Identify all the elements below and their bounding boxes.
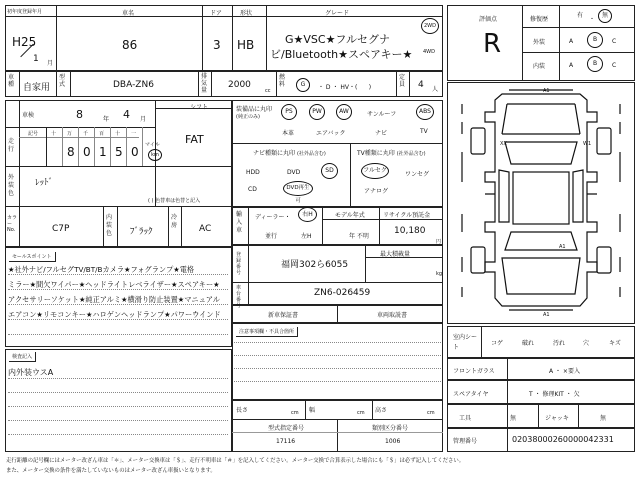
tools-box <box>447 404 635 428</box>
equip-leather: 本革 <box>282 130 295 137</box>
seat-item-2: 汚れ <box>553 340 566 347</box>
score-value: R <box>483 29 502 59</box>
shift-label: シフト <box>190 104 209 111</box>
inspector-box <box>5 349 232 452</box>
diag-mark-front-left: XX <box>500 141 507 147</box>
recycle-value: 10,180 <box>394 226 426 236</box>
usage-label: 車種 <box>8 74 15 88</box>
footer-line-1: 走行距離の記号欄にはメーター改ざん車は「＊」、メーター交換車は「＄」、走行不明車は「＃」を記入してください。メーター交換で合算表示した場合にも「＄」は必ず記入してください。 <box>6 458 465 464</box>
seat-item-3: 穴 <box>583 340 590 347</box>
mileage-digit-4: 0 <box>131 145 139 159</box>
mileage-record-label: 記号 <box>28 131 39 137</box>
spare-options: T ・ 修理KIT ・ 欠 <box>529 391 580 398</box>
repair-label: 修復歴 <box>530 16 549 23</box>
capacity-value: 4 <box>418 80 424 90</box>
warranty-label: 新車保証書 <box>268 312 299 319</box>
length-unit: cm <box>291 410 299 416</box>
place-label-5: 一 <box>131 131 137 137</box>
import-parallel: 並行 <box>265 233 278 240</box>
control-value: 02038000260000042331 <box>512 435 614 444</box>
height-label: 高さ <box>375 407 388 414</box>
grade-line2: ビ/Bluetooth★スペアキー★ <box>270 48 413 61</box>
door-value: 3 <box>213 38 221 52</box>
jack-label: ジャッキ <box>545 415 569 422</box>
usage-value: 自家用 <box>23 83 51 93</box>
footer-line-2: また、メーター交換の条件を満たしていないものはメーター改ざん車扱いとなります。 <box>6 468 216 474</box>
car-name-value: 86 <box>122 38 138 52</box>
recycle-label: リサイクル預託金 <box>383 212 431 219</box>
spare-label: スペアタイヤ <box>453 391 489 398</box>
mileage-digit-0: 8 <box>67 145 75 159</box>
seat-label: 室内シート <box>453 334 478 351</box>
diag-mark-front-right: W1 <box>583 141 592 147</box>
ext-c: C <box>612 38 617 45</box>
equip-tv: TV <box>420 128 428 135</box>
seat-item-1: 破れ <box>522 340 535 347</box>
shape-label: 形状 <box>240 10 253 17</box>
displacement-label: 排気量 <box>201 73 208 94</box>
shape-value: HB <box>237 38 255 52</box>
nav-dvd: DVD <box>287 169 301 176</box>
sales-points-label: セールスポイント <box>9 252 56 262</box>
inspection-month-unit: 月 <box>140 116 147 123</box>
height-unit: cm <box>427 410 435 416</box>
tools-label: 工具 <box>459 415 472 422</box>
control-label: 管理番号 <box>453 438 478 445</box>
nav-dvd-play: DVD再生可 <box>283 181 313 196</box>
fuel-label: 燃料 <box>279 74 286 88</box>
equip-airbag: エアバック <box>316 130 346 137</box>
fuel-rest: ・ D ・ HV・( ) <box>318 84 372 91</box>
fuel-selected: G <box>296 78 310 92</box>
car-diagram <box>447 82 635 324</box>
equip-ps: PS <box>281 104 297 120</box>
handle-left: 左H <box>301 233 312 240</box>
recycle-unit: 円 <box>436 239 442 245</box>
seat-item-0: コゲ <box>491 340 504 347</box>
mileage-digit-2: 1 <box>99 145 107 159</box>
drive-4wd: 4WD <box>423 49 435 55</box>
car-name-label: 車名 <box>122 10 135 17</box>
mileage-label: 走行 <box>8 138 15 153</box>
width-label: 幅 <box>309 407 316 414</box>
mileage-unit-miles: マイル <box>145 142 160 148</box>
equip-abs: ABS <box>416 104 434 120</box>
inspection-year: 8 <box>76 108 83 121</box>
diag-mark-rear-bottom: A1 <box>543 312 550 318</box>
int-b: B <box>587 56 603 72</box>
sales-line-2: アクセサリーソケット★純正アルミ★横滑り防止装置★マニュアル <box>8 295 220 304</box>
sales-line-1: ミラー★間欠ワイパー★ヘッドライトレベライザー★スペアキー★ <box>8 280 220 289</box>
int-a: A <box>569 62 574 69</box>
plate-value: 福岡302ら6055 <box>281 260 349 270</box>
nav-title: ナビ種類に丸印 (社外品含む) <box>253 150 326 157</box>
mileage-unit-km: km <box>148 149 162 161</box>
model-value: DBA-ZN6 <box>113 80 154 90</box>
import-dealer: ディーラー・ <box>255 214 291 221</box>
inspection-block <box>5 100 232 247</box>
inspection-year-unit: 年 <box>103 116 110 123</box>
chassis-label: 車台番号 <box>236 285 242 309</box>
equip-navi: ナビ <box>375 130 388 137</box>
model-year-value: 年 不明 <box>349 233 369 240</box>
chassis-value: ZN6-026459 <box>314 288 371 298</box>
tv-analog: アナログ <box>364 188 389 195</box>
seat-item-4: キズ <box>609 340 621 347</box>
glass-label: フロントガラス <box>453 368 495 375</box>
color-code-value: C7P <box>52 224 70 234</box>
interior-color-label: 内装色 <box>106 214 113 237</box>
ext-b: B <box>587 32 603 48</box>
diag-mark-top: A1 <box>543 88 550 94</box>
first-reg-value: H25 <box>12 35 37 49</box>
capacity-unit: 人 <box>432 86 439 93</box>
grade-exterior-label: 外装 <box>533 39 546 46</box>
place-label-2: 千 <box>83 131 89 137</box>
door-label: ドア <box>210 10 222 17</box>
model-label: 型式 <box>59 74 66 88</box>
max-load-unit: kg <box>436 271 443 277</box>
place-label-4: 十 <box>115 131 121 137</box>
color-code-label: カラー No. <box>7 215 18 233</box>
equip-pw: PW <box>309 104 325 120</box>
shift-value: FAT <box>185 133 204 146</box>
interior-color-value: ﾌﾞﾗｯｸ <box>130 227 153 237</box>
ac-label: 冷房 <box>171 214 178 229</box>
sales-line-0: ★社外ナビ/フルセグTV/BT/Bカメラ★フォグランプ★電格 <box>8 265 195 274</box>
tools-value: 無 <box>510 415 517 422</box>
capacity-label: 定員 <box>399 74 406 88</box>
jack-value: 無 <box>600 415 607 422</box>
inspection-month: 4 <box>123 108 130 121</box>
tv-oneseg: ワンセグ <box>405 171 430 178</box>
first-reg-label: 初年度登録年月 <box>7 9 43 15</box>
mileage-digit-1: 0 <box>83 145 91 159</box>
ext-a: A <box>569 38 574 45</box>
tv-fullseg: フルセグ <box>361 163 389 179</box>
exterior-label: 外装色 <box>8 174 15 197</box>
plate-label: 登録番号 <box>236 252 242 276</box>
manual-label: 車両取説書 <box>377 312 408 319</box>
inspection-label: 車検 <box>22 112 35 119</box>
sales-line-3: エアコン★リモコンキー★ハロゲンヘッドランプ★パワーウインド <box>8 310 221 319</box>
first-reg-month: 1 <box>33 54 39 64</box>
category-label: 類別区分番号 <box>372 425 409 432</box>
inspector-label: 検査記入 <box>9 352 36 362</box>
inspector-value: 内外装ウスA <box>8 368 54 377</box>
category-value: 1006 <box>385 438 401 445</box>
diag-mark-rear-mid: A1 <box>559 244 566 250</box>
first-reg-month-suffix: 月 <box>47 60 54 67</box>
ac-value: AC <box>199 224 212 234</box>
nav-cd: CD <box>248 186 257 193</box>
grade-label: グレード <box>325 10 350 17</box>
drive-2wd: 2WD <box>421 18 439 34</box>
type-designation-value: 17116 <box>276 438 296 445</box>
repair-yes: 有 <box>573 9 587 23</box>
model-year-label: モデル年式 <box>335 212 365 219</box>
tv-title: TV種類に丸印 (社外品含む) <box>357 150 426 157</box>
glass-options: A ・ ×要入 <box>549 368 580 375</box>
equipment-sub-label: (純正のみ) <box>236 114 260 120</box>
color-change-note: ( ) 色替車は色替と記入 <box>148 198 201 204</box>
repair-no: 無 <box>598 9 612 23</box>
place-label-0: 十 <box>51 131 57 137</box>
grade-interior-label: 内装 <box>533 63 546 70</box>
type-designation-label: 型式指定番号 <box>268 425 305 432</box>
equip-aw: AW <box>336 104 352 120</box>
equip-sunroof: サンルーフ <box>367 111 397 118</box>
exterior-value: ﾚｯﾄﾞ <box>35 178 54 188</box>
mileage-digit-3: 5 <box>115 145 123 159</box>
length-label: 長さ <box>236 407 249 414</box>
equipment-label: 装備品に丸印 <box>236 106 273 113</box>
notes-label: 注意事項欄・不具合箇所 <box>236 327 298 337</box>
import-label: 輸入車 <box>236 211 243 234</box>
place-label-3: 百 <box>99 131 105 137</box>
displacement-unit: cc <box>265 88 271 94</box>
nav-sd: SD <box>321 163 338 179</box>
nav-hdd: HDD <box>246 169 260 176</box>
score-label: 評価点 <box>479 16 498 23</box>
handle-right: 右H <box>298 207 317 222</box>
grade-line1: G★VSC★フルセグナ <box>285 33 390 46</box>
int-c: C <box>612 62 617 69</box>
max-load-label: 最大積載量 <box>380 251 411 258</box>
place-label-1: 万 <box>67 131 73 137</box>
displacement-value: 2000 <box>228 80 251 90</box>
repair-sep: ・ <box>589 16 596 23</box>
width-unit: cm <box>357 410 365 416</box>
